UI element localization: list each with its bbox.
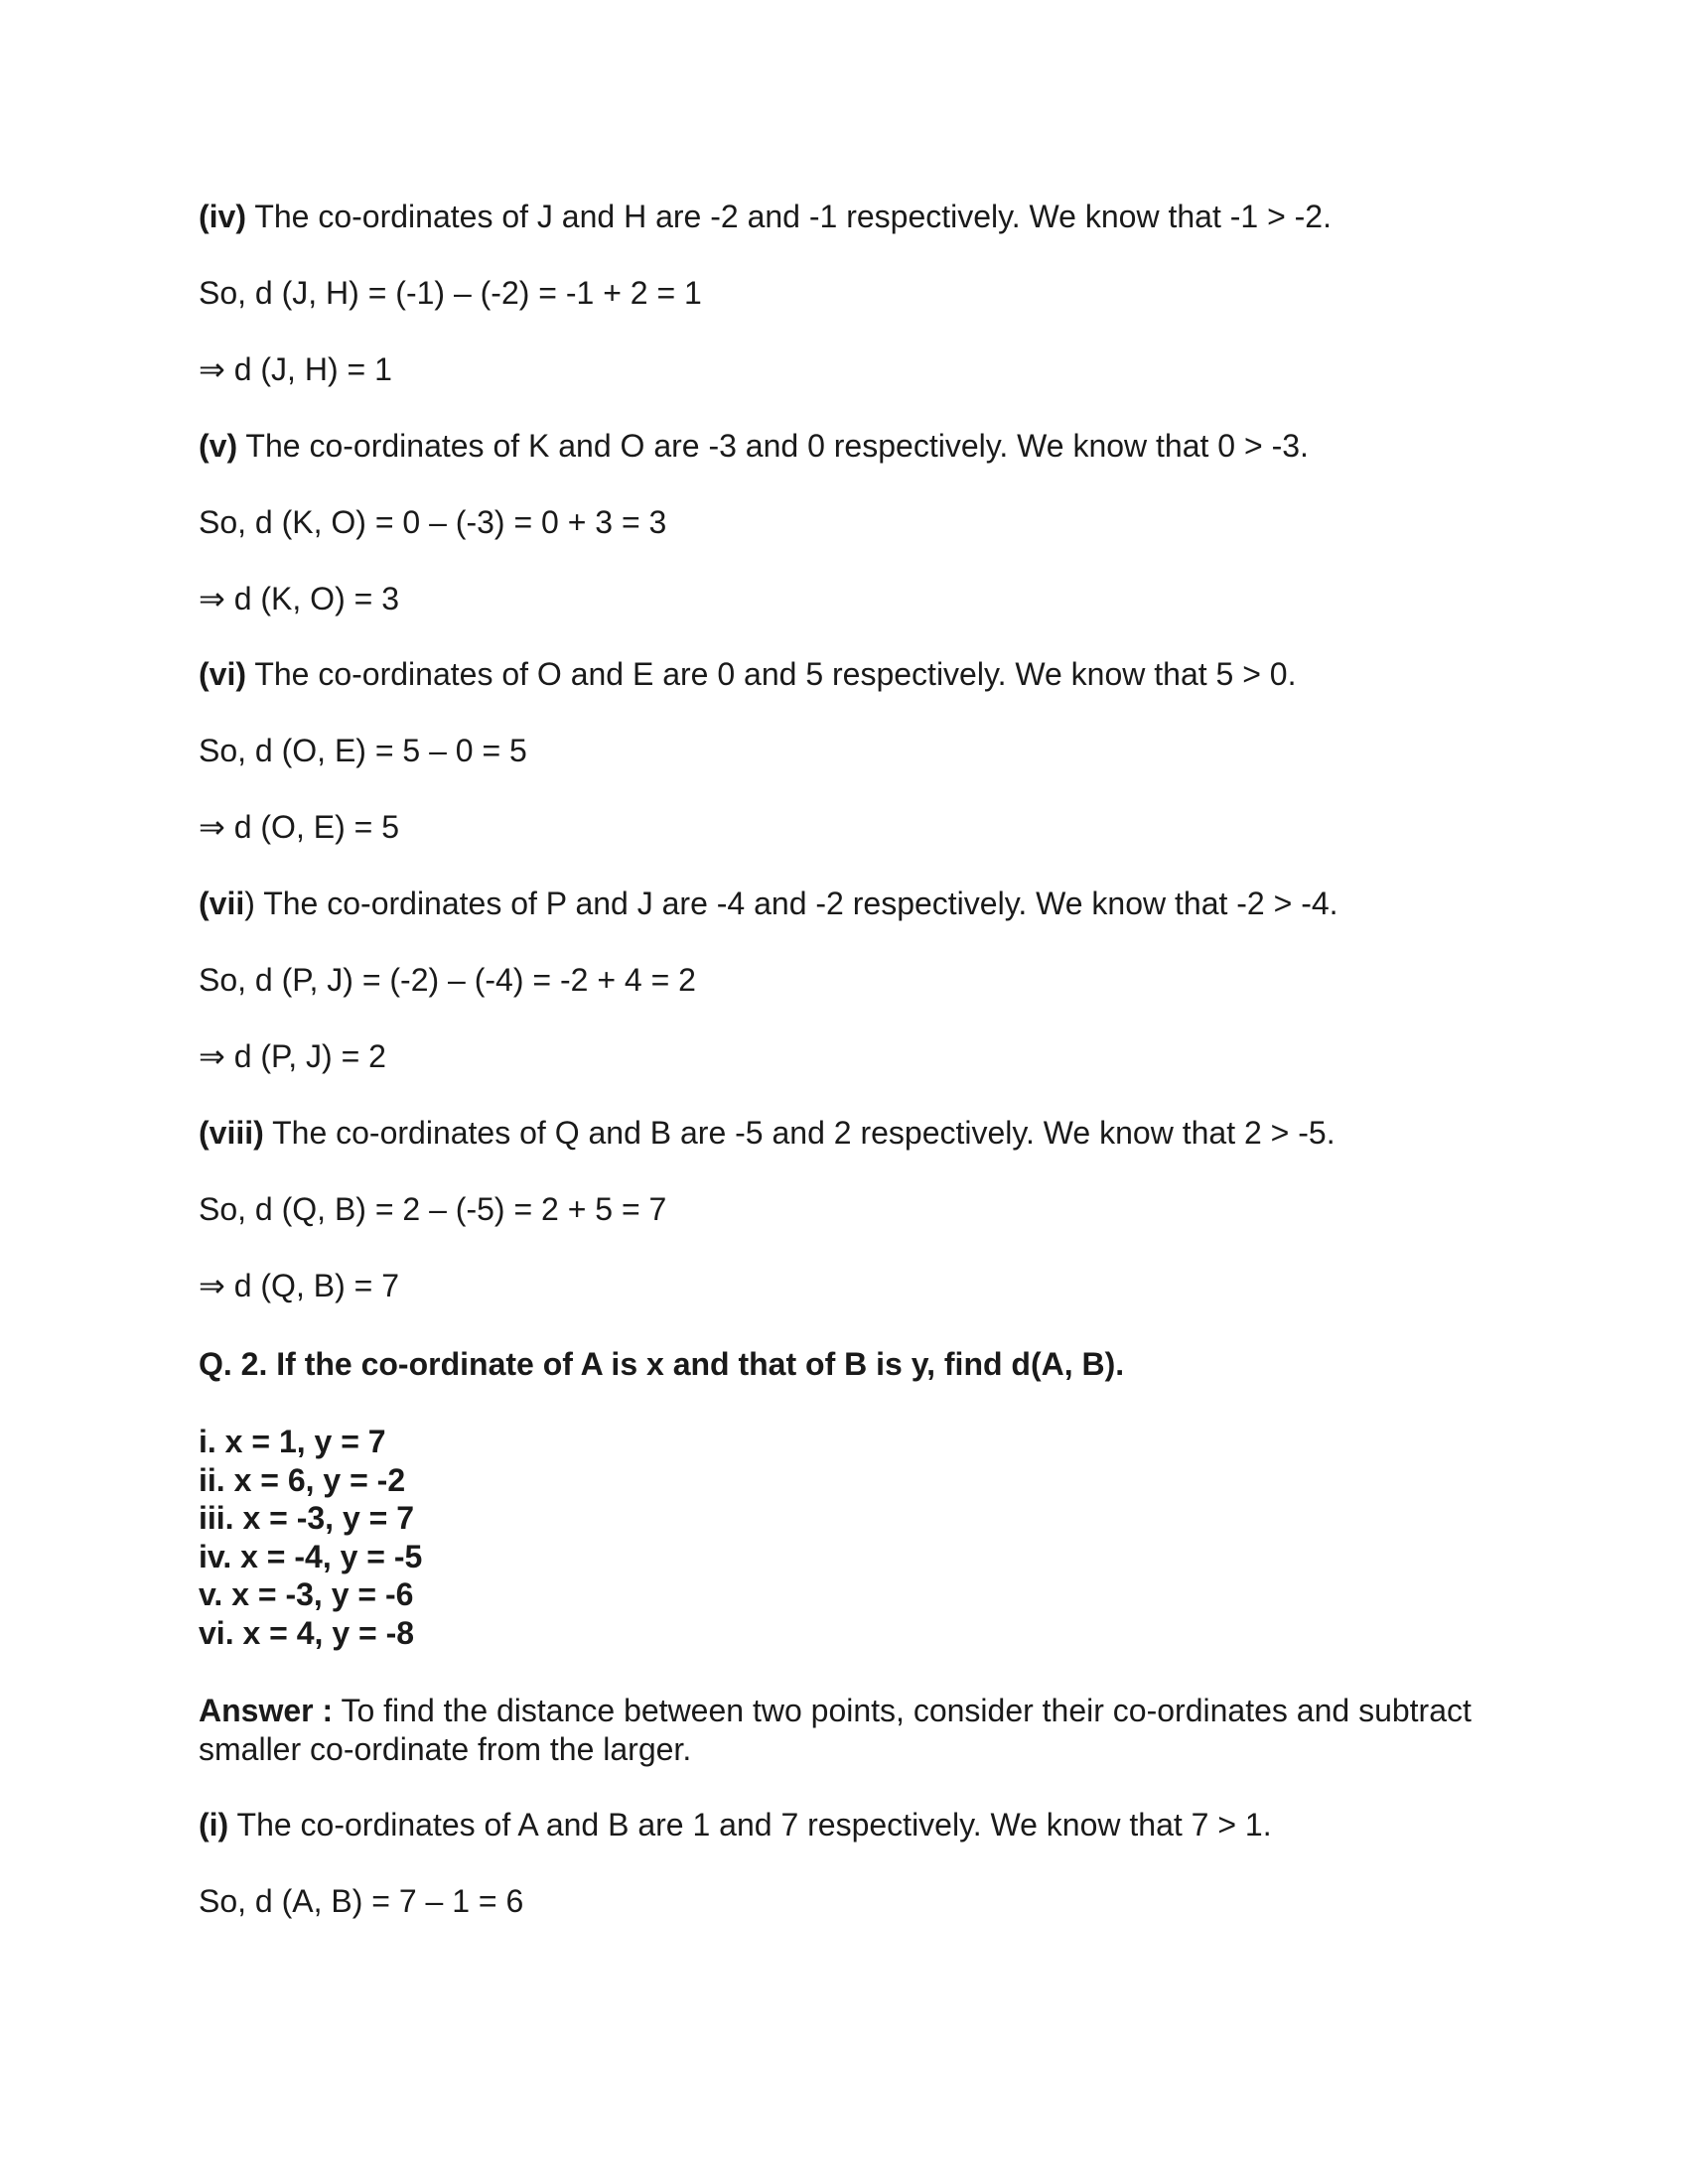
part-vii-label-tail: ) bbox=[244, 886, 255, 921]
question-2-cases bbox=[199, 1423, 422, 1652]
answer-part-i-calculation: So, d (A, B) = 7 – 1 = 6 bbox=[199, 1883, 524, 1919]
part-vi-label: (vi) bbox=[199, 656, 246, 692]
part-vi-statement bbox=[199, 655, 1296, 694]
answer-part-i-text: The co-ordinates of A and B are 1 and 7 respectively. We know that 7 > 1. bbox=[228, 1807, 1272, 1843]
part-viii-result: ⇒ d (Q, B) = 7 bbox=[199, 1268, 399, 1303]
part-viii-text: The co-ordinates of Q and B are -5 and 2 respectively. We know that 2 > -5. bbox=[263, 1115, 1336, 1151]
question-2-title: Q. 2. If the co-ordinate of A is x and that of B is y, find d(A, B). bbox=[199, 1346, 1125, 1382]
answer-part-i-label: (i) bbox=[199, 1807, 229, 1843]
part-vi-result: ⇒ d (O, E) = 5 bbox=[199, 809, 399, 845]
part-v-label: (v) bbox=[199, 428, 238, 464]
case-item: iv. x = -4, y = -5 bbox=[199, 1538, 423, 1574]
part-v-result: ⇒ d (K, O) = 3 bbox=[199, 581, 399, 616]
part-viii-calculation: So, d (Q, B) = 2 – (-5) = 2 + 5 = 7 bbox=[199, 1191, 667, 1227]
part-iv-calculation: So, d (J, H) = (-1) – (-2) = -1 + 2 = 1 bbox=[199, 275, 702, 311]
case-item: v. x = -3, y = -6 bbox=[199, 1576, 414, 1612]
case-item: iii. x = -3, y = 7 bbox=[199, 1500, 415, 1536]
answer-label: Answer : bbox=[199, 1693, 334, 1728]
part-vii-text: The co-ordinates of P and J are -4 and -2 respectively. We know that -2 > -4. bbox=[254, 886, 1338, 921]
part-iv-result: ⇒ d (J, H) = 1 bbox=[199, 351, 392, 387]
part-v-statement bbox=[199, 427, 1309, 466]
part-iv-label: (iv) bbox=[199, 199, 246, 234]
part-viii-statement bbox=[199, 1114, 1336, 1153]
part-vi-calculation: So, d (O, E) = 5 – 0 = 5 bbox=[199, 733, 527, 768]
part-viii-label: (viii) bbox=[199, 1115, 264, 1151]
part-vii-statement bbox=[199, 885, 1338, 923]
part-vi-text: The co-ordinates of O and E are 0 and 5 respectively. We know that 5 > 0. bbox=[246, 656, 1297, 692]
answer-paragraph bbox=[199, 1692, 1489, 1769]
case-item: vi. x = 4, y = -8 bbox=[199, 1614, 415, 1651]
part-iv-statement bbox=[199, 198, 1332, 236]
part-vii-result: ⇒ d (P, J) = 2 bbox=[199, 1038, 386, 1074]
answer-text: To find the distance between two points, consider their co-ordinates and subtract smaller co-ordinate from the larger. bbox=[199, 1693, 1472, 1767]
case-item: i. x = 1, y = 7 bbox=[199, 1424, 386, 1459]
case-item: ii. x = 6, y = -2 bbox=[199, 1461, 406, 1498]
part-iv-text: The co-ordinates of J and H are -2 and -1 respectively. We know that -1 > -2. bbox=[246, 199, 1332, 234]
answer-part-i-statement bbox=[199, 1806, 1272, 1844]
part-v-calculation: So, d (K, O) = 0 – (-3) = 0 + 3 = 3 bbox=[199, 504, 667, 540]
part-vii-calculation: So, d (P, J) = (-2) – (-4) = -2 + 4 = 2 bbox=[199, 962, 696, 998]
part-v-text: The co-ordinates of K and O are -3 and 0 respectively. We know that 0 > -3. bbox=[237, 428, 1309, 464]
part-vii-label: (vii bbox=[199, 886, 245, 921]
